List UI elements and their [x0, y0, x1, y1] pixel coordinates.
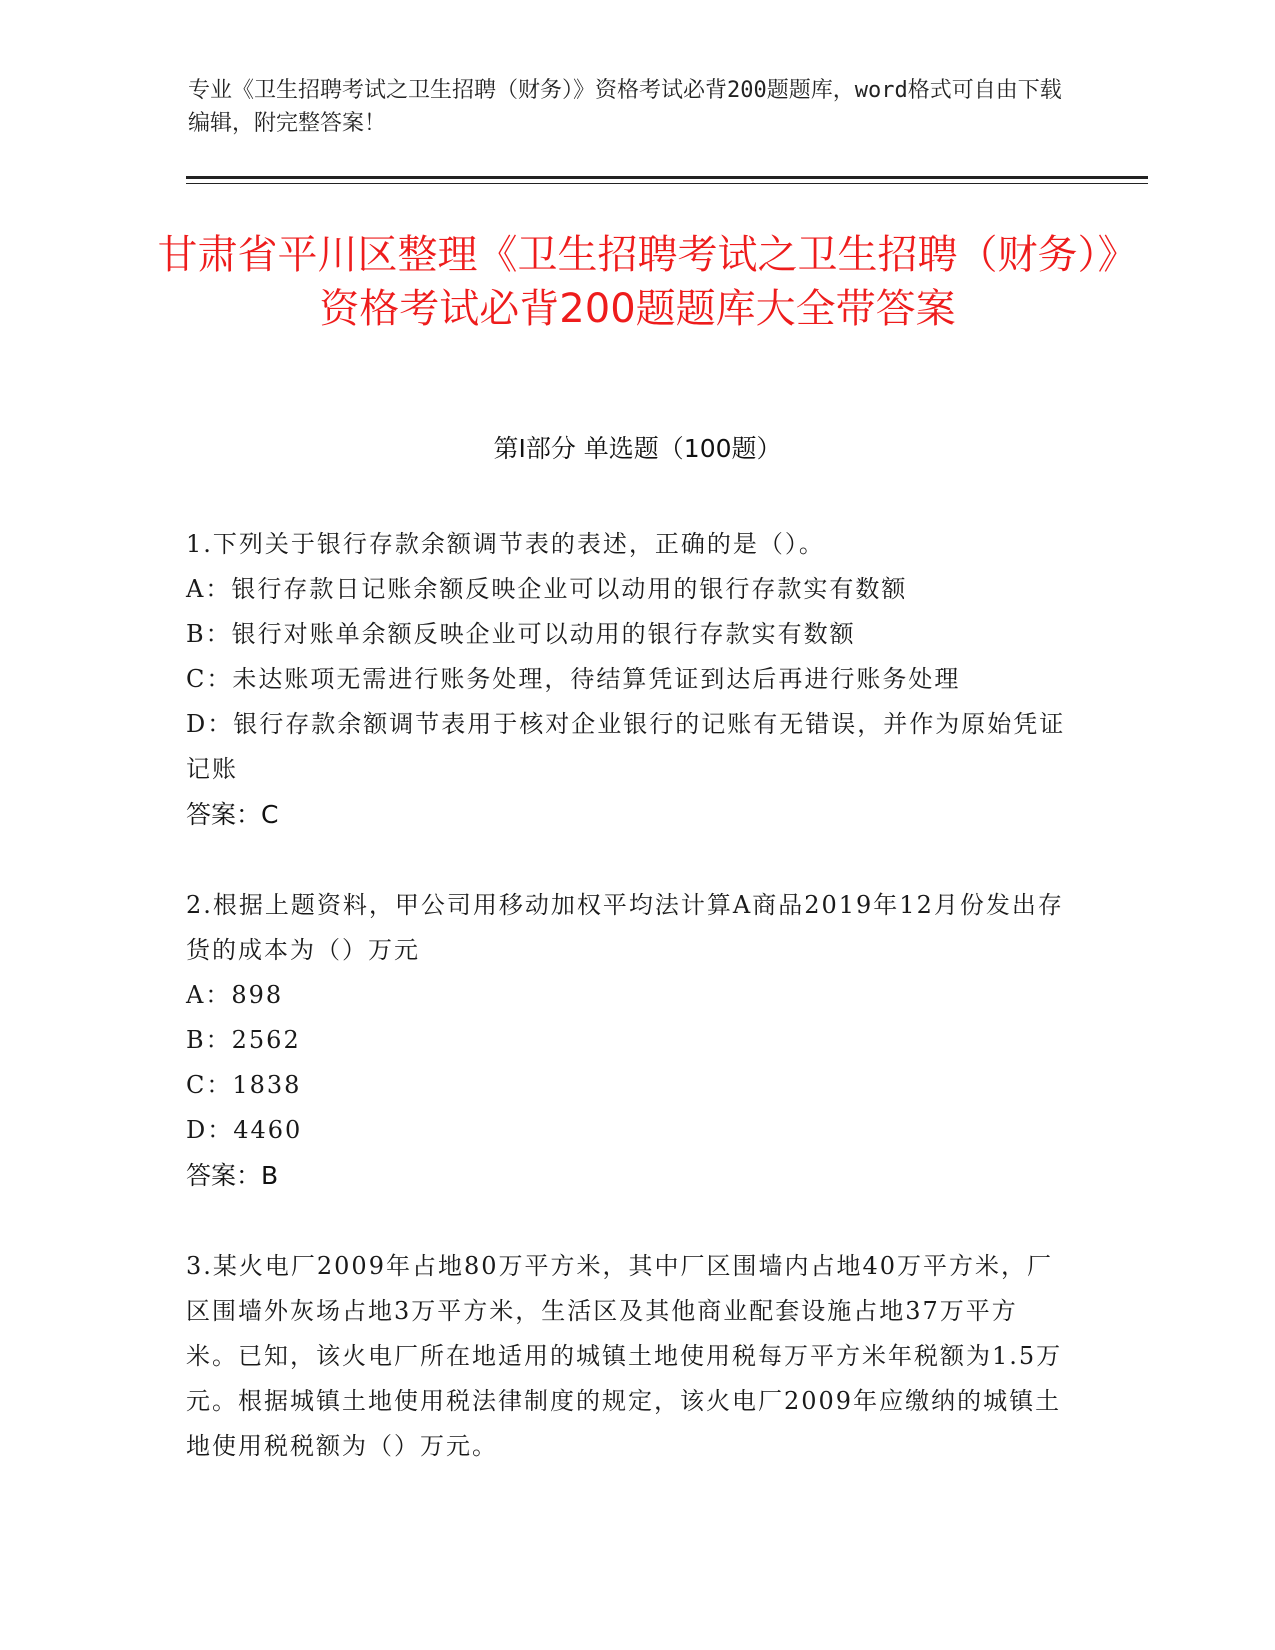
section-heading: 第I部分 单选题（100题） [493, 434, 782, 463]
question-2 [186, 883, 1066, 1198]
header-rule-thick [186, 176, 1148, 179]
question-list [186, 522, 1066, 1515]
header-rule-thin [186, 183, 1148, 184]
answer-label: 答案：B [186, 1161, 279, 1190]
question-stem: 3.某火电厂2009年占地80万平方米，其中厂区围墙内占地40万平方米，厂区围墙外灰场占地3万平方米，生活区及其他商业配套设施占地37万平方米。已知，该火电厂所在地适用的城镇土地使用税每万平方米年税额为1.5万元。根据城镇土地使用税法律制度的规定，该火电厂2009年应缴纳的城镇土地使用税税额为（）万元。 [186, 1252, 1063, 1460]
option-c: C：未达账项无需进行账务处理，待结算凭证到达后再进行账务处理 [186, 665, 961, 693]
header-note: 专业《卫生招聘考试之卫生招聘（财务）》资格考试必背200题题库，word格式可自由下载编辑，附完整答案！ [188, 78, 1062, 136]
option-b: B：2562 [186, 1026, 301, 1054]
option-b: B：银行对账单余额反映企业可以动用的银行存款实有数额 [186, 620, 856, 648]
answer-label: 答案：C [186, 800, 279, 829]
question-1 [186, 522, 1066, 837]
option-d: D：银行存款余额调节表用于核对企业银行的记账有无错误，并作为原始凭证记账 [186, 710, 1066, 783]
question-3 [186, 1244, 1066, 1469]
option-a: A：银行存款日记账余额反映企业可以动用的银行存款实有数额 [186, 575, 908, 603]
document-title: 甘肃省平川区整理《卫生招聘考试之卫生招聘（财务）》资格考试必背200题题库大全带答案 [157, 232, 1118, 332]
question-stem: 2.根据上题资料，甲公司用移动加权平均法计算A商品2019年12月份发出存货的成本为（）万元 [186, 891, 1064, 964]
option-a: A：898 [186, 981, 284, 1009]
question-stem: 1.下列关于银行存款余额调节表的表述，正确的是（）。 [186, 530, 825, 558]
option-d: D：4460 [186, 1116, 303, 1144]
option-c: C：1838 [186, 1071, 302, 1099]
